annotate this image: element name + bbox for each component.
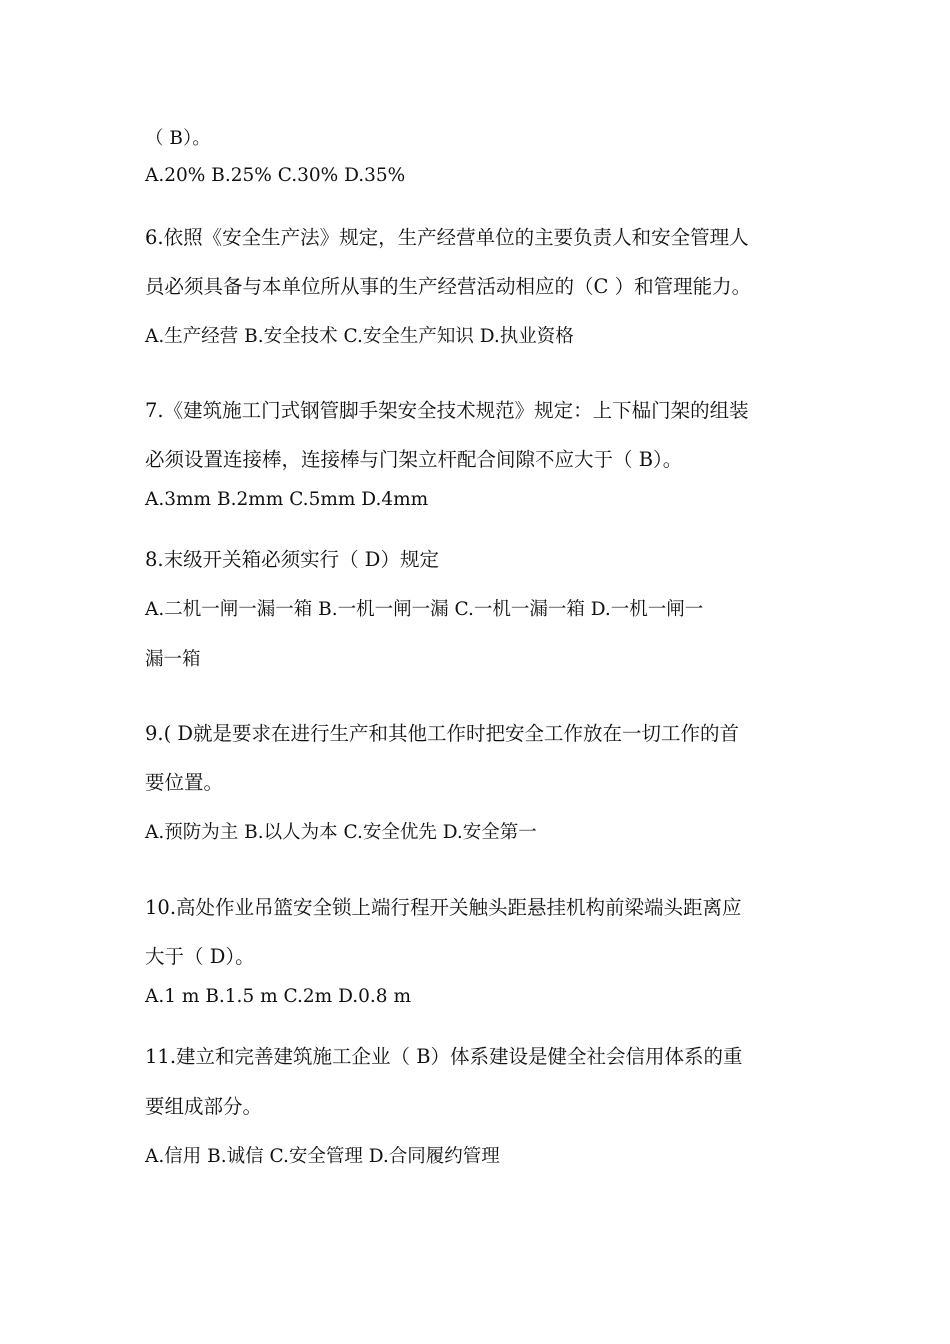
question-9-cont: 要位置。 (145, 771, 224, 794)
question-8: 8.末级开关箱必须实行（ D）规定 (145, 548, 439, 571)
question-10-cont: 大于（ D）。 (145, 945, 255, 968)
question-7: 7.《建筑施工门式钢管脚手架安全技术规范》规定：上下榀门架的组装 (145, 399, 749, 422)
question-7-cont: 必须设置连接棒，连接棒与门架立杆配合间隙不应大于（ B）。 (145, 448, 683, 471)
question-10: 10.高处作业吊篮安全锁上端行程开关触头距悬挂机构前梁端头距离应 (145, 896, 742, 919)
answer-options: A.20% B.25% C.30% D.35% (145, 165, 406, 186)
text-line: （ B）。 (145, 128, 211, 149)
answer-options: A.二机一闸一漏一箱 B.一机一闸一漏 C.一机一漏一箱 D.一机一闸一 (145, 599, 704, 620)
answer-options: A.信用 B.诚信 C.安全管理 D.合同履约管理 (145, 1146, 500, 1167)
question-11: 11.建立和完善建筑施工企业（ B）体系建设是健全社会信用体系的重 (145, 1045, 743, 1068)
question-9: 9.( D就是要求在进行生产和其他工作时把安全工作放在一切工作的首 (145, 722, 740, 745)
answer-options: A.1 m B.1.5 m C.2m D.0.8 m (145, 986, 411, 1007)
answer-options: A.预防为主 B.以人为本 C.安全优先 D.安全第一 (145, 822, 537, 843)
answer-options: A.3mm B.2mm C.5mm D.4mm (145, 489, 429, 510)
answer-options: A.生产经营 B.安全技术 C.安全生产知识 D.执业资格 (145, 326, 574, 347)
question-6: 6.依照《安全生产法》规定，生产经营单位的主要负责人和安全管理人 (145, 226, 749, 249)
question-6-cont: 员必须具备与本单位所从事的生产经营活动相应的（C ）和管理能力。 (145, 275, 752, 298)
answer-options-cont: 漏一箱 (145, 649, 201, 670)
question-11-cont: 要组成部分。 (145, 1095, 263, 1118)
